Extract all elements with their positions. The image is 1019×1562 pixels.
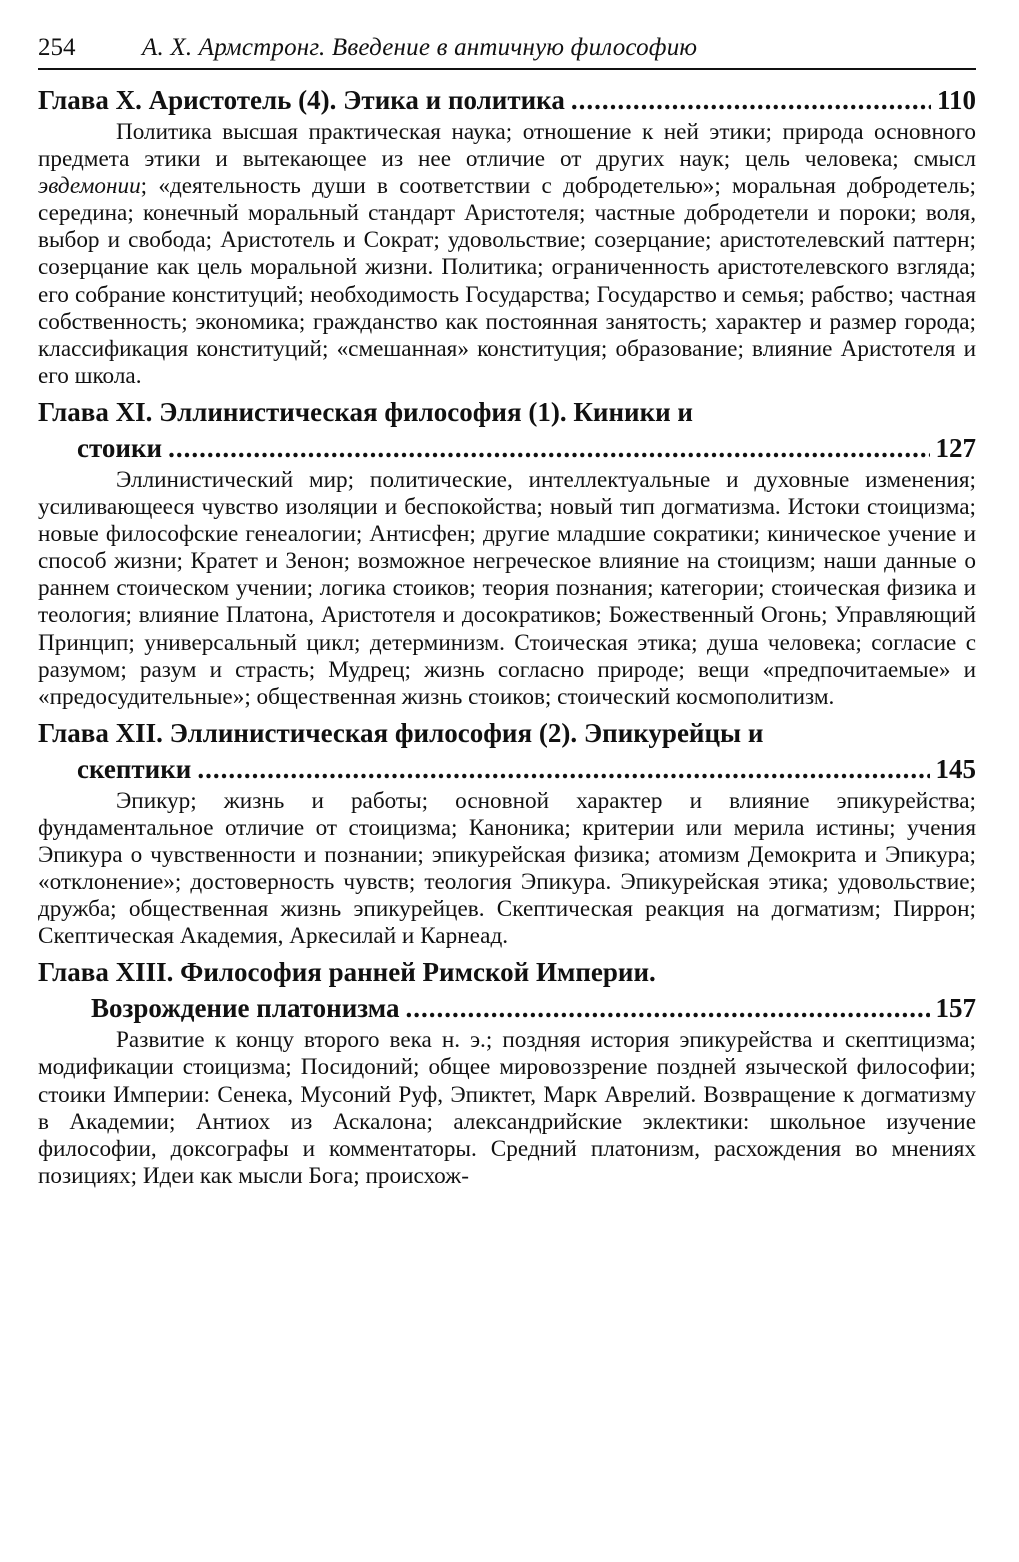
- chapter-page-number: 145: [935, 753, 976, 784]
- chapter-summary: Политика высшая практическая наука; отношение к ней этики; природа основного предмета этики и вытекающее из нее отличие от других наук; цель человека; смысл эвдемонии; «деятельность души в соответствии с добродетелью»; моральная добродетель; середина; конечный моральный стандарт Аристотеля; частные добродетели и пороки; воля, выбор и свобода; Аристотель и Сократ; удовольствие; созерцание; аристотелевский паттерн; созерцание как цель моральной жизни. Политика; ограниченность аристотелевского взгляда; его собрание конституций; необходимость Государства; Государство и семья; рабство; частная собственность; экономика; гражданство как постоянная занятость; характер и размер города; классификация конституций; «смешанная» конституция; образование; влияние Аристотеля и его школа.: [38, 119, 976, 389]
- page-number: 254: [38, 34, 76, 61]
- dot-leader: [405, 990, 929, 1026]
- chapter-summary: Эпикур; жизнь и работы; основной характер и влияние эпикурейства; фундаментальное отличие от стоицизма; Каноника; критерии или мерила истины; учения Эпикура о чувственности и познании; эпикурейская физика; атомизм Демокрита и Эпикура; «отклонение»; достоверность чувств; теология Эпикура. Эпикурейская этика; удовольствие; дружба; общественная жизнь эпикурейцев. Скептическая реакция на догматизм; Пиррон; Скептическая Академия, Аркесилай и Карнеад.: [38, 787, 976, 950]
- chapter-page-number: 110: [936, 85, 976, 115]
- chapter-title: Глава XIII. Философия ранней Римской Империи.: [38, 957, 656, 988]
- dot-leader: [571, 82, 931, 118]
- chapter-page-number: 157: [935, 993, 976, 1024]
- toc-entry-chapter-13: [38, 954, 976, 1190]
- chapter-heading: [38, 394, 976, 430]
- running-title: А. Х. Армстронг. Введение в античную философию: [142, 34, 698, 61]
- toc-entry-chapter-11: [38, 394, 976, 711]
- dot-leader: [168, 430, 929, 466]
- chapter-title-continuation: Возрождение платонизма: [91, 993, 400, 1024]
- chapter-title-continuation: стоики: [77, 432, 163, 463]
- chapter-heading: [38, 954, 976, 990]
- running-header: [38, 34, 976, 70]
- page: [38, 34, 976, 1190]
- dot-leader: [197, 751, 929, 787]
- chapter-heading-continuation: [38, 430, 976, 466]
- chapter-title: Глава XI. Эллинистическая философия (1). Киники и: [38, 396, 693, 427]
- chapter-summary: Эллинистический мир; политические, интеллектуальные и духовные изменения; усиливающееся чувство изоляции и беспокойства; новый тип догматизма. Истоки стоицизма; новые философские генеалогии; Антисфен; другие младшие сократики; киническое учение и способ жизни; Кратет и Зенон; возможное негреческое влияние на стоицизм; наши данные о раннем стоическом учении; логика стоиков; теория познания; категории; стоическая физика и теология; влияние Платона, Аристотеля и досократиков; Божественный Огонь; Управляющий Принцип; универсальный цикл; детерминизм. Стоическая этика; душа человека; согласие с разумом; разум и страсть; Мудрец; жизнь согласно природе; вещи «предпочитаемые» и «предосудительные»; общественная жизнь стоиков; стоический космополитизм.: [38, 466, 976, 710]
- chapter-heading-continuation: [38, 990, 976, 1026]
- chapter-heading: [38, 715, 976, 751]
- chapter-heading-continuation: [38, 751, 976, 787]
- chapter-page-number: 127: [935, 432, 976, 463]
- chapter-title-continuation: скептики: [77, 753, 192, 784]
- chapter-title: Глава XII. Эллинистическая философия (2). Эпикурейцы и: [38, 717, 764, 748]
- chapter-title: Глава X. Аристотель (4). Этика и политика: [38, 85, 565, 115]
- chapter-heading: [38, 82, 976, 118]
- chapter-summary: Развитие к концу второго века н. э.; поздняя история эпикурейства и скептицизма; модификации стоицизма; Посидоний; общее мировоззрение поздней языческой философии; стоики Империи: Сенека, Мусоний Руф, Эпиктет, Марк Аврелий. Возвращение к догматизму в Академии; Антиох из Аскалона; александрийские эклектики: школьное изучение философии, доксографы и комментаторы. Средний платонизм, расхождения во мнениях позициях; Идеи как мысли Бога; происхож-: [38, 1027, 976, 1189]
- italic-term: эвдемонии: [38, 173, 141, 200]
- toc-entry-chapter-12: [38, 715, 976, 951]
- toc-entry-chapter-10: [38, 82, 976, 390]
